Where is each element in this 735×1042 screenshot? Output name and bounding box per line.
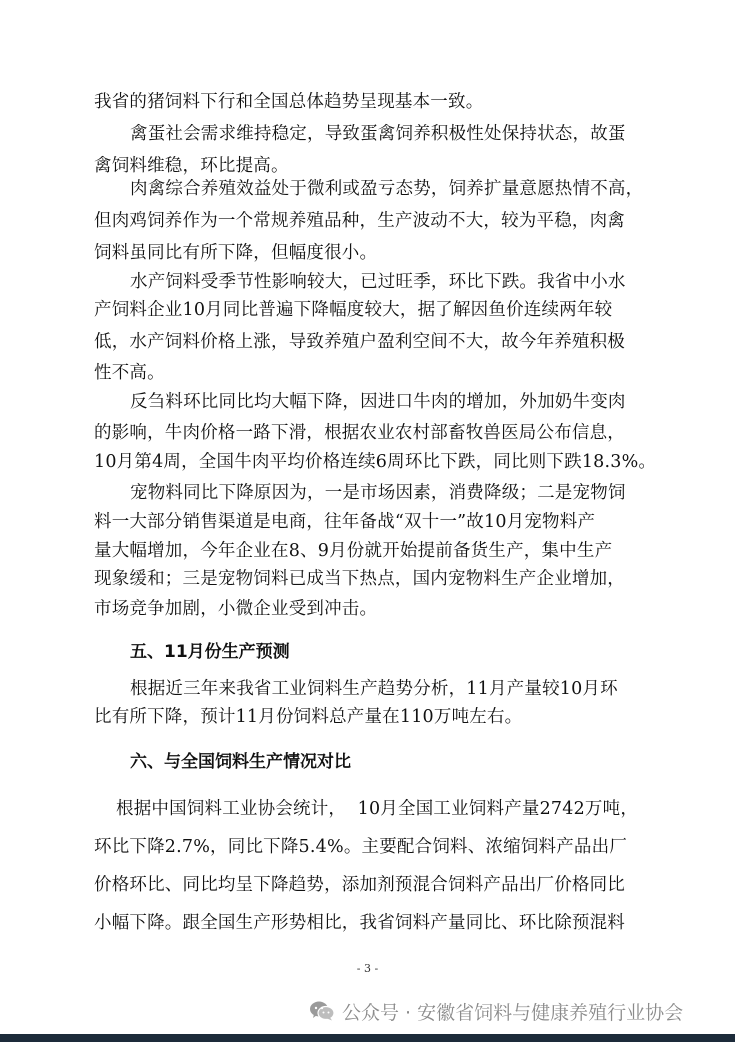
text-line: 但肉鸡饲养作为一个常规养殖品种，生产波动不大，较为平稳，肉禽: [94, 211, 625, 231]
text-line: 根据中国饲料工业协会统计， 10月全国工业饲料产量2742万吨，: [116, 799, 639, 819]
text-line: 反刍料环比同比均大幅下降，因进口牛肉的增加，外加奶牛变肉: [130, 392, 626, 412]
section-heading-5: 五、11月份生产预测: [130, 642, 290, 662]
text-line: 禽饲料维稳，环比提高。: [94, 156, 289, 176]
text-line: 料一大部分销售渠道是电商，往年备战“双十一”故10月宠物料产: [94, 512, 596, 532]
text-line: 饲料虽同比有所下降，但幅度很小。: [94, 243, 378, 263]
text-line: 的影响，牛肉价格一路下滑，根据农业农村部畜牧兽医局公布信息，: [94, 423, 625, 443]
text-line: 小幅下降。跟全国生产形势相比，我省饲料产量同比、环比除预混料: [94, 913, 625, 933]
text-line: 10月第4周，全国牛肉平均价格连续6周环比下跌，同比则下跌18.3%。: [94, 452, 657, 472]
text-line: 低，水产饲料价格上涨，导致养殖户盈利空间不大，故今年养殖积极: [94, 332, 625, 352]
text-line: 宠物料同比下降原因为，一是市场因素，消费降级；二是宠物饲: [130, 483, 626, 503]
text-line: 环比下降2.7%，同比下降5.4%。主要配合饲料、浓缩饲料产品出厂: [94, 837, 628, 857]
text-line: 比有所下降，预计11月份饲料总产量在110万吨左右。: [94, 707, 523, 727]
text-line: 禽蛋社会需求维持稳定，导致蛋禽饲养积极性处保持状态，故蛋: [130, 124, 626, 144]
watermark-text: 公众号 · 安徽省饲料与健康养殖行业协会: [342, 1001, 684, 1024]
text-line: 产饲料企业10月同比普遍下降幅度较大，据了解因鱼价连续两年较: [94, 300, 613, 320]
text-line: 性不高。: [94, 363, 165, 383]
text-line: 价格环比、同比均呈下降趋势，添加剂预混合饲料产品出厂价格同比: [94, 875, 625, 895]
text-line: 肉禽综合养殖效益处于微利或盈亏态势，饲养扩量意愿热情不高，: [130, 179, 644, 199]
wechat-watermark: [308, 996, 683, 1026]
section-heading-6: 六、与全国饲料生产情况对比: [130, 752, 351, 772]
page-number: - 3 -: [356, 962, 379, 975]
text-line: 根据近三年来我省工业饲料生产趋势分析，11月产量较10月环: [130, 679, 618, 699]
text-line: 量大幅增加，今年企业在8、9月份就开始提前备货生产，集中生产: [94, 541, 613, 561]
text-line: 现象缓和；三是宠物饲料已成当下热点，国内宠物料生产企业增加，: [94, 569, 625, 589]
text-line: 市场竞争加剧，小微企业受到冲击。: [94, 599, 378, 619]
footer-bar: [0, 1034, 735, 1042]
text-line: 水产饲料受季节性影响较大，已过旺季，环比下跌。我省中小水: [130, 272, 626, 292]
text-line: 我省的猪饲料下行和全国总体趋势呈现基本一致。: [94, 92, 484, 112]
wechat-icon: [308, 999, 336, 1023]
